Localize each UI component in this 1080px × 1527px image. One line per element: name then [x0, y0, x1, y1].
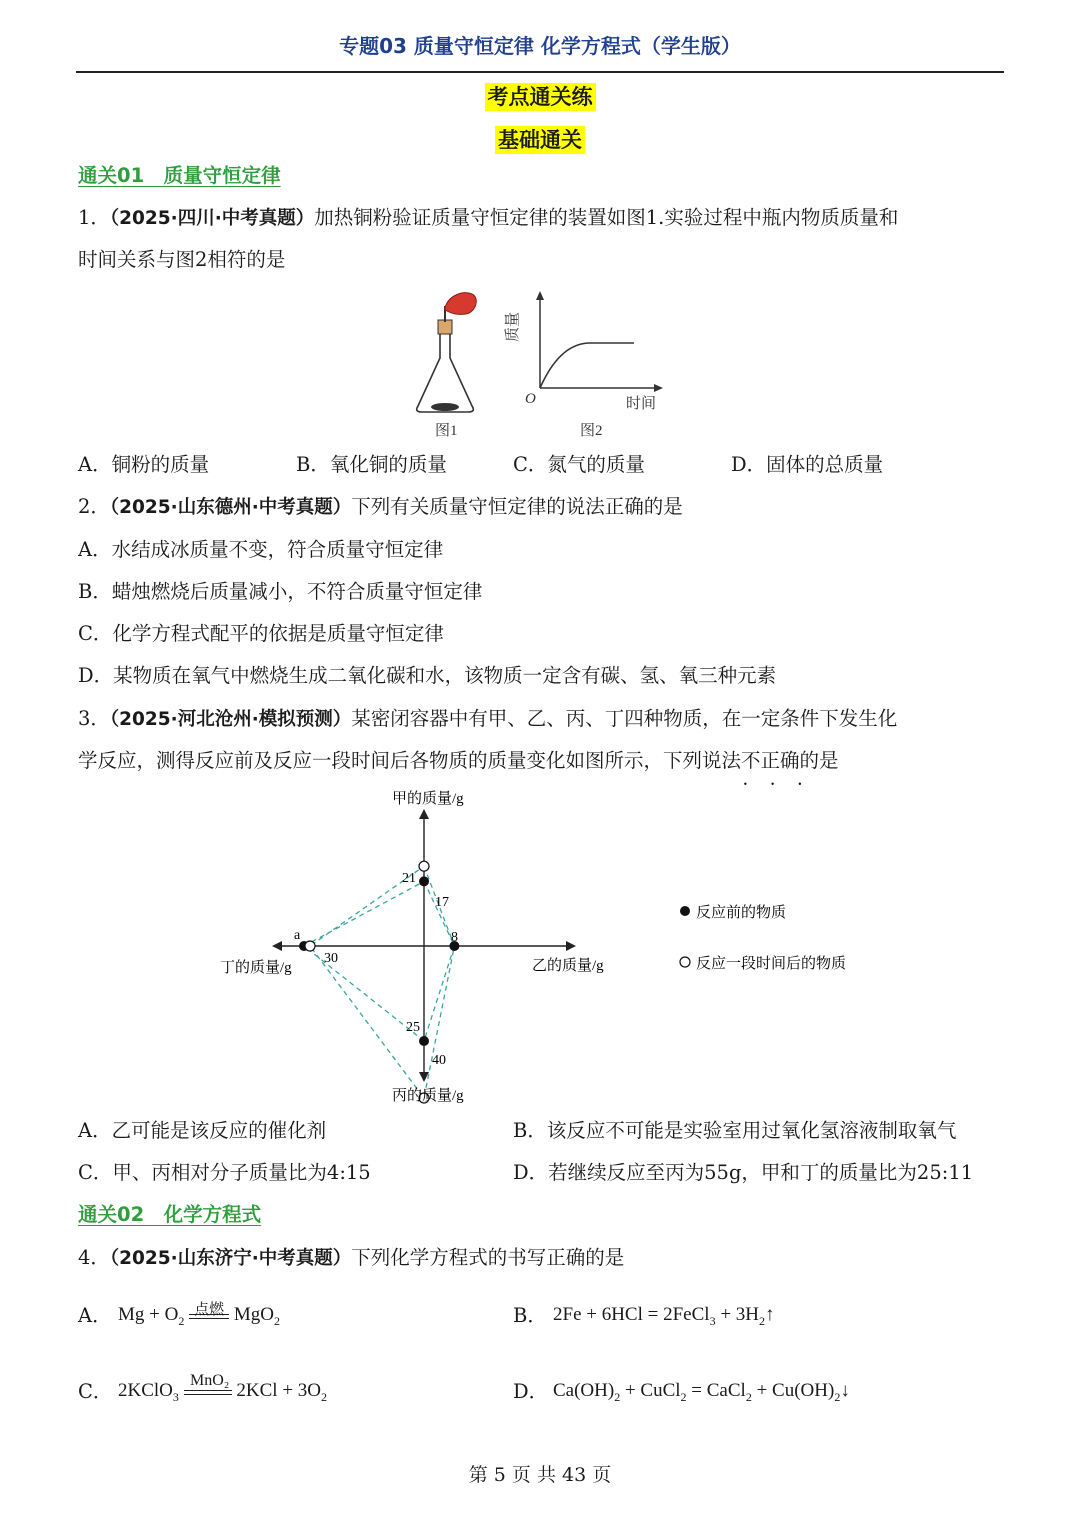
section-heading-2: 通关02 化学方程式	[78, 1203, 262, 1226]
label-yi: 8	[451, 930, 458, 945]
q2-option-a: A．水结成冰质量不变，符合质量守恒定律	[78, 538, 444, 561]
fig2-x-label: 时间	[626, 396, 657, 412]
axis-label-yi: 乙的质量/g	[532, 958, 604, 974]
label-before-jia: 17	[435, 895, 449, 910]
precipitate-arrow-icon: ↓	[840, 1380, 850, 1401]
legend-before-marker	[680, 906, 690, 916]
q1-source: （2025·四川·中考真题）	[109, 208, 315, 229]
banner-basic: 基础通关	[495, 126, 585, 154]
fig2-y-label: 质量	[505, 311, 521, 342]
q1-line-2: 时间关系与图2相符的是	[78, 248, 286, 271]
axis-arrow-right	[566, 941, 576, 951]
q4-formula-b: 2Fe + 6HCl = 2FeCl$_3$ + $3H_2↑$	[553, 1304, 775, 1328]
q3-line-1	[78, 705, 897, 734]
q4-label-c: C．	[78, 1380, 113, 1403]
q1-figures	[400, 288, 690, 443]
axis-label-jia: 甲的质量/g	[392, 791, 464, 807]
fig2-caption: 图2	[580, 423, 603, 439]
q1-option-b: B．氧化铜的质量	[296, 453, 447, 476]
point-before-jia	[419, 876, 429, 886]
q4-label-b: B．	[513, 1304, 547, 1327]
q4-label-d: D．	[513, 1380, 549, 1403]
axis-arrow-top	[419, 809, 429, 819]
label-before-bing: 25	[406, 1020, 420, 1035]
banner-line-2-wrap	[0, 126, 1080, 154]
legend-after-label: 反应一段时间后的物质	[696, 956, 847, 972]
axis-label-ding: 丁的质量/g	[220, 960, 292, 976]
q3-chart	[210, 785, 890, 1110]
q4-number: 4．	[78, 1246, 110, 1269]
point-after-jia	[419, 861, 429, 871]
q3-text-2a: 学反应，测得反应前及反应一段时间后各物质的质量变化如图所示，下列说法	[78, 749, 742, 772]
q3-option-c: C．甲、丙相对分子质量比为4:15	[78, 1161, 371, 1184]
q4-formula-d: $Ca(OH)_2$ + CuCl$_2$ = CaCl$_2$ + $Cu(OH)_2↓$	[553, 1380, 850, 1404]
q3-emphasis-incorrect: 不正确 • • •	[741, 749, 800, 772]
fig1-caption: 图1	[435, 423, 458, 439]
q1-option-c: C．氮气的质量	[513, 453, 645, 476]
q4-condition-c: MnO₂	[189, 1372, 230, 1389]
point-before-bing	[419, 1036, 429, 1046]
section-heading-1: 通关01 质量守恒定律	[78, 164, 281, 187]
header-divider	[76, 71, 1004, 73]
q2-number: 2．	[78, 495, 110, 518]
page-header-title: 专题03 质量守恒定律 化学方程式（学生版）	[339, 34, 741, 58]
flask-icon	[417, 293, 477, 412]
banner-practice: 考点通关练	[485, 83, 596, 111]
q1-text-1: 加热铜粉验证质量守恒定律的装置如图1.实验过程中瓶内物质质量和	[314, 206, 899, 229]
axis-label-bing: 丙的质量/g	[392, 1088, 464, 1104]
q1-line-1	[78, 204, 898, 233]
q3-text-2c: 的是	[799, 749, 839, 772]
point-after-ding	[305, 941, 315, 951]
q4-formula-a: $Mg + O_2$ 点燃 MgO$_2$	[118, 1300, 280, 1328]
label-after-jia: 21	[402, 871, 416, 886]
q3-source: （2025·河北沧州·模拟预测）	[109, 709, 352, 730]
label-after-ding: 30	[324, 951, 338, 966]
q4-condition-a: 点燃	[194, 1300, 225, 1318]
q4-formula-c: 2KClO$_3$ MnO₂ $2KCl + 3O_2$	[118, 1372, 328, 1404]
q3-line-2	[78, 747, 839, 775]
q2-option-d: D．某物质在氧气中燃烧生成二氧化碳和水，该物质一定含有碳、氢、氧三种元素	[78, 664, 777, 687]
label-after-bing: 40	[432, 1053, 446, 1068]
fig2-origin: O	[525, 391, 536, 407]
q1-option-a: A．铜粉的质量	[78, 453, 210, 476]
q3-number: 3．	[78, 707, 110, 730]
label-before-ding: a	[294, 928, 301, 943]
q4-line-1	[78, 1244, 624, 1273]
q2-text: 下列有关质量守恒定律的说法正确的是	[351, 495, 683, 518]
q3-option-d: D．若继续反应至丙为55g，甲和丁的质量比为25:11	[513, 1161, 974, 1184]
q3-option-b: B．该反应不可能是实验室用过氧化氢溶液制取氧气	[513, 1119, 957, 1142]
fig2-graph	[536, 291, 663, 392]
axis-arrow-bottom	[419, 1072, 429, 1082]
q4-text: 下列化学方程式的书写正确的是	[351, 1246, 625, 1269]
page-footer: 第 5 页 共 43 页	[468, 1464, 612, 1486]
q2-source: （2025·山东德州·中考真题）	[109, 497, 352, 518]
banner-line-1-wrap	[0, 83, 1080, 111]
legend-before-label: 反应前的物质	[696, 905, 787, 921]
q2-option-c: C．化学方程式配平的依据是质量守恒定律	[78, 622, 444, 645]
q3-option-a: A．乙可能是该反应的催化剂	[78, 1119, 327, 1142]
q1-option-d: D．固体的总质量	[731, 453, 884, 476]
gas-arrow-icon: ↑	[765, 1304, 775, 1325]
axis-arrow-left	[272, 941, 282, 951]
q4-label-a: A．	[78, 1304, 112, 1327]
q4-source: （2025·山东济宁·中考真题）	[109, 1248, 352, 1269]
q2-line-1	[78, 493, 683, 522]
q1-number: 1．	[78, 206, 110, 229]
legend-after-marker	[680, 957, 690, 967]
q3-text-1: 某密闭容器中有甲、乙、丙、丁四种物质，在一定条件下发生化	[351, 707, 898, 730]
q2-option-b: B．蜡烛燃烧后质量减小，不符合质量守恒定律	[78, 580, 483, 603]
